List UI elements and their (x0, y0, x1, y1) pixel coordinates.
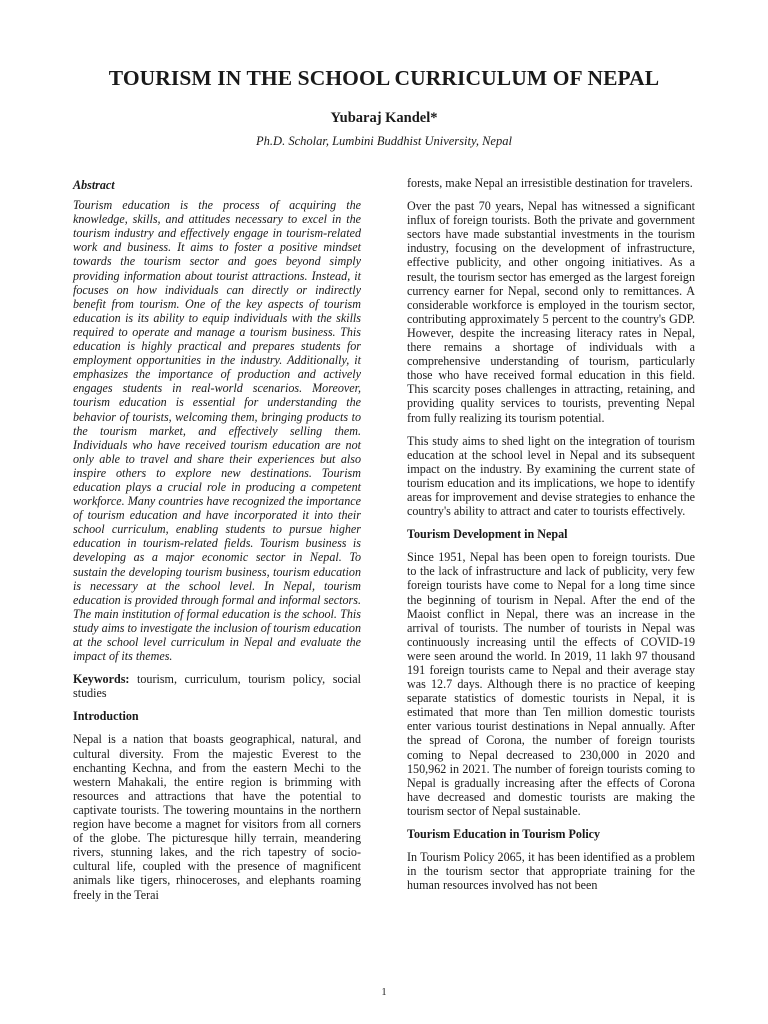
policy-heading: Tourism Education in Tourism Policy (407, 827, 601, 842)
policy-paragraph: In Tourism Policy 2065, it has been identified as a problem in the tourism sector that appropriate training for the human resources involved has not been (407, 850, 695, 893)
keywords-label: Keywords: (73, 672, 130, 687)
introduction-paragraph-2: Over the past 70 years, Nepal has witnessed a significant influx of foreign tourists. Both the private and government sectors have made substantial investments in the tourism industry, focusing on the development of infrastructure, effective publicity, and other ongoing initiatives. As a result, the tourism sector has emerged as the largest foreign currency earner for Nepal, second only to remittances. A considerable workforce is employed in the tourism sector, contributing approximately 5 percent to the country's GDP. However, despite the increasing literacy rates in Nepal, there remains a shortage of individuals with a comprehensive understanding of tourism, particularly those who have received formal education in this field. This scarcity poses challenges in attracting, retaining, and providing quality services to tourists, preventing Nepal from fully realizing its tourism potential. (407, 199, 695, 425)
keywords (73, 672, 361, 700)
left-column (73, 178, 361, 911)
introduction-paragraph-3: This study aims to shed light on the integration of tourism education at the school level in Nepal and its subsequent impact on the industry. By examining the current state of tourism education and its implications, we hope to identify areas for improvement and devise strategies to enhance the country's ability to attract and cater to tourists effectively. (407, 433, 695, 519)
development-heading: Tourism Development in Nepal (407, 527, 568, 542)
introduction-paragraph-1-continued: forests, make Nepal an irresistible destination for travelers. (407, 176, 693, 190)
keywords-text: tourism, curriculum, tourism policy, social studies (73, 672, 361, 701)
right-column (407, 176, 695, 901)
abstract-heading: Abstract (73, 178, 115, 192)
paper-title: TOURISM IN THE SCHOOL CURRICULUM OF NEPAL (108, 66, 660, 90)
development-paragraph: Since 1951, Nepal has been open to foreign tourists. Due to the lack of infrastructure and lack of publicity, very few foreign tourists have come to Nepal for a long time since the beginning of tourism in Nepal. After the end of the Maoist conflict in Nepal, there was an increase in the arrival of tourists. The number of tourists in Nepal was continuously increasing until the effects of COVID-19 were seen around the world. In 2019, 11 lakh 97 thousand 191 foreign tourists came to Nepal and their average stay was 12.7 days. Although there is no practice of keeping separate statistics of domestic tourists in Nepal, it is estimated that more than Ten million domestic tourists enter various tourist destinations in Nepal annually. After the spread of Corona, the number of foreign tourists coming to Nepal decreased to 230,000 in 2020 and 150,962 in 2021. The number of foreign tourists coming to Nepal is gradually increasing after the effects of Corona have decreased and domestic tourists are making the tourism sector of Nepal sustainable. (407, 550, 695, 818)
introduction-heading: Introduction (73, 709, 139, 724)
page-number: 1 (381, 987, 387, 998)
author-affiliation: Ph.D. Scholar, Lumbini Buddhist University, Nepal (256, 134, 512, 148)
abstract-text: Tourism education is the process of acquiring the knowledge, skills, and attitudes necessary to excel in the tourism industry and effectively engage in tourism-related work and business. It aims to foster a positive mindset towards the tourism sector and goes beyond simply providing information about tourist attractions. Instead, it focuses on how individuals can directly or indirectly benefit from tourism. One of the key aspects of tourism education is its ability to equip individuals with the skills required to operate and manage a tourism business. This education is highly practical and prepares students for employment opportunities in the industry. Additionally, it emphasizes the importance of production and actively engages students in real-world scenarios. Moreover, tourism education is essential for understanding the behavior of tourists, welcoming them, bringing products to the tourism market, and effectively selling them. Individuals who have received tourism education are not only able to travel and share their experiences but also inspire others to explore new destinations. Tourism education plays a crucial role in producing a competent workforce. Many countries have recognized the importance of tourism education and have incorporated it into their school curriculum, enabling students to pursue higher education in tourism-related fields. Tourism business is developing as a major economic sector in Nepal. To sustain the developing tourism business, tourism education is necessary at the school level. In Nepal, tourism education is provided through formal and informal sectors. The main institution of formal education is the school. This study aims to investigate the inclusion of tourism education at the school level curriculum in Nepal and evaluate the impact of its themes. (73, 198, 361, 664)
author-name: Yubaraj Kandel* (330, 110, 438, 126)
introduction-paragraph-1: Nepal is a nation that boasts geographical, natural, and cultural diversity. From the majestic Everest to the enchanting Kechna, and from the eastern Mechi to the western Mahakali, the entire region is brimming with resources and attractions that have the potential to captivate tourists. The towering mountains in the northern region have become a magnet for visitors from all corners of the globe. The picturesque hilly terrain, meandering rivers, stunning lakes, and the rich tapestry of socio-cultural life, coupled with the presence of magnificent animals like tigers, rhinoceroses, and elephants roaming freely in the Terai (73, 732, 361, 902)
